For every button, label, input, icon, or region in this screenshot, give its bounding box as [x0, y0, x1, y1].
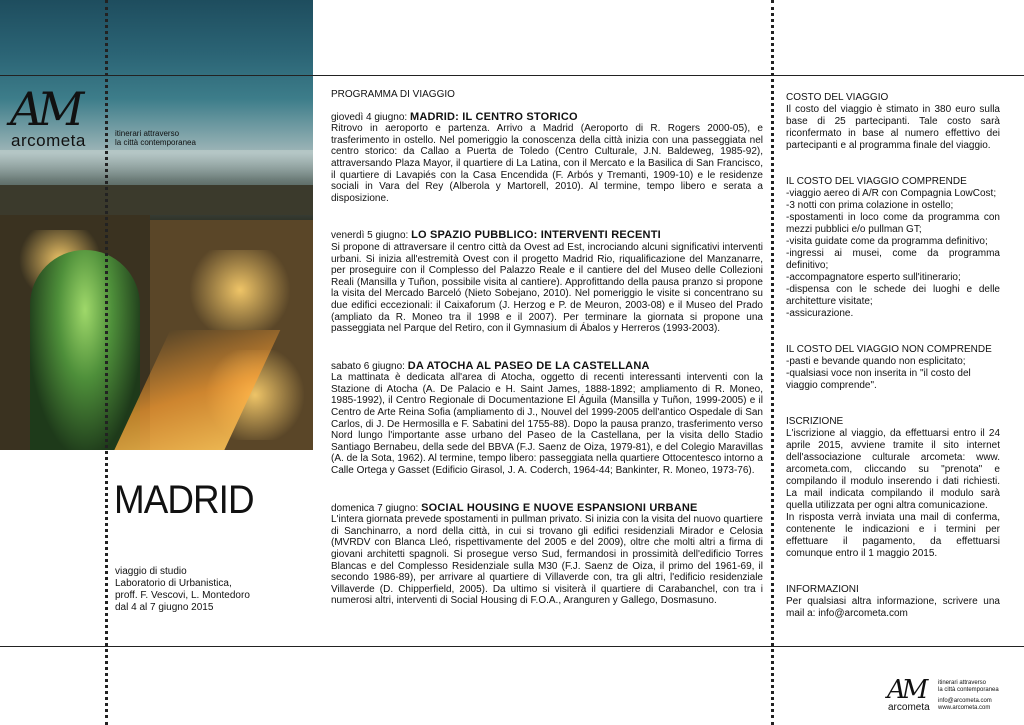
info-text: Per qualsiasi altra informazione, scrivere una mail a: info@arcometa.com [786, 596, 1000, 619]
right-fold-line [771, 0, 774, 725]
day-section [331, 230, 763, 334]
day-date: venerdì 5 giugno: [331, 230, 412, 242]
includes-item: -viaggio aereo di A/R con Compagnia LowCost; [786, 188, 997, 199]
day-section [331, 112, 763, 205]
footer-tagline-line2: la città contemporanea [938, 687, 999, 693]
cost-block [786, 92, 1000, 152]
course-info-line: Laboratorio di Urbanistica, [115, 578, 232, 589]
bottom-rule [0, 646, 1024, 647]
registration-text-2: In risposta verrà inviata una mail di conferma, contenente le indicazioni e i termini per effettuare il pagamento, da effettuarsi comunque entro il 1 maggio 2015. [786, 512, 1000, 559]
cost-text: Il costo del viaggio è stimato in 380 euro sulla base di 25 partecipanti. Tale costo sarà riconfermato in base al numero effettivo dei partecipanti e al programma finale del viaggio. [786, 104, 1000, 151]
includes-title: IL COSTO DEL VIAGGIO COMPRENDE [786, 176, 967, 187]
cover-title: MADRID [114, 478, 254, 522]
includes-item: -visita guidate come da programma definitivo; [786, 236, 988, 247]
day-date: domenica 7 giugno: [331, 502, 422, 514]
arcometa-logo-monogram: AM [10, 82, 79, 136]
info-block [786, 584, 1000, 620]
course-info-line: proff. F. Vescovi, L. Montedoro [115, 590, 250, 601]
logo-tagline-line1: itinerari attraverso [115, 129, 180, 138]
registration-block [786, 416, 1000, 560]
course-info [115, 566, 250, 614]
includes-block [786, 176, 1000, 320]
top-rule [0, 75, 1024, 76]
day-text: L'intera giornata prevede spostamenti in pullman privato. Si inizia con la visita del nuovo quartiere di Sanchinarro, a nord della città, in cui si trovano gli edifici residenziali Mirador e Celosia (MVRDV con Blanca Lleó, rispettivamente del 2005 e del 2009), oltre che molti altri a firma di giovani architetti spagnoli. Si prosegue verso Sud, fermandosi in prossimità dell'edificio Torres Blancas e del Complesso Residenziale sulla M30 (F.J. Saenz de Oiza, il primo del 1961-69, il secondo 1986-89), per arrivare al quartiere di Villaverde con, tra gli altri, l'edificio residenziale Villaverde (D. Chipperfield, 2005). Da ultimo si visiterà il quartiere di Carabanchel, con tra i numerosi altri, interventi di Social Housing di F.O.A., Aranguren y Gallego, Dosmasuno. [331, 514, 763, 607]
includes-item: -3 notti con prima colazione in ostello; [786, 200, 954, 211]
day-section [331, 503, 763, 607]
day-date: sabato 6 giugno: [331, 360, 408, 372]
footer-contact [938, 698, 1018, 712]
day-title: LO SPAZIO PUBBLICO: INTERVENTI RECENTI [411, 229, 661, 242]
day-text: La mattinata è dedicata all'area di Atocha, oggetto di recenti interessanti interventi con la Stazione di Atocha (A. De Palacio e H. Saint James, 1888-1892; ampliamento di R. Moneo, 1985-1992), il Centro Regionale di Documentazione El Águila (Mansilla y Tuñon, 1999-2005) e il Centro de Arte Reina Sofia (ampliamento di J., Nouvel del 1999-2005 dell'antico Ospedale di San Carlos, di J. De Hermosilla e F. Sabatini del 1755-88). Dopo la pausa pranzo, trasferimento verso Nord lungo l'importante asse urbano del Paseo de la Castellana, per la visita dello Stadio Santiago Bernabeu, della sede del BBVA (F.J. Saenz de Oiza, 1979-81), e del Colegio Maravillas (A. de la Sota, 1962). Al termine, tempo libero: passeggiata nella quartiere Ottocentesco intorno a Calle Ortega y Gasset (Edificio Girasol, J. A. Coderch, 1964-44; Bankinter, R. Moneo, 1973-76). [331, 372, 763, 477]
info-column [786, 92, 1000, 644]
cost-title: COSTO DEL VIAGGIO [786, 92, 889, 103]
day-section [331, 361, 763, 477]
excludes-block [786, 344, 1000, 392]
footer-tagline-line1: itinerari attraverso [938, 680, 987, 686]
madrid-city-photo [0, 0, 313, 450]
registration-text: L'iscrizione al viaggio, da effettuarsi entro il 24 aprile 2015, avviene tramite il sito internet dell'associazione culturale arcometa: www. arcometa.com, cliccando su "prenota" e compilando il modulo inserendo i dati richiesti. La mail indicata compilando il modulo sarà quella utilizzata per ogni altra comunicazione. [786, 428, 1000, 511]
excludes-title: IL COSTO DEL VIAGGIO NON COMPRENDE [786, 344, 992, 355]
includes-item: -assicurazione. [786, 308, 854, 319]
course-info-line: viaggio di studio [115, 566, 187, 577]
footer-logo-tagline [938, 680, 1018, 694]
left-fold-line [105, 0, 108, 725]
day-text: Ritrovo in aeroporto e partenza. Arrivo a Madrid (Aeroporto di R. Rogers 2000-05), e trasferimento in ostello. Nel pomeriggio la conoscenza della città inizia con una passeggiata nel centro storico: da Callao a Puerta de Toledo (Centro Culturale, J.N. Baldeweg, 1985-92), attraversando Plaza Mayor, il quartiere di La Latina, con il Mercato e la Basilica di San Francisco, il quartiere di Lavapiés con la Casa Encendida (F. Arbós y Tremanti, 1909-10) e le residenze sociali in Vara del Rey (Alberola y Martorell, 2010). Al termine, tempo libero e serata a disposizione. [331, 123, 763, 204]
footer-logo-name: arcometa [888, 702, 930, 713]
arcometa-logo-name: arcometa [11, 131, 86, 150]
day-text: Si propone di attraversare il centro città da Ovest ad Est, incrociando alcuni significativi interventi urbani. Si inizia all'estremità Ovest con il progetto Madrid Rio, riqualificazione del Manzanarre, per proseguire con il Complesso del Palazzo Reale e il cantiere del del Museo delle Collezioni Reali (Mansilla y Tuñon, possibile visita al cantiere). Approfittando della pausa pranzo si propone la visita del Mercado Barceló (Nieto Sobejano, 2010). Nel pomeriggio le visite si concentrano su due edifici eccezionali: il Caixaforum (J. Herzog e P. de Meuron, 2003-08) e il Museo del Prado (ampliato da R. Moneo tra il 1998 e il 2007). Per terminare la giornata si propone una passeggiata nel Parque del Retiro, con il Gymnasium di Ábalos y Herreros (1993-2003). [331, 241, 763, 335]
includes-item: -spostamenti in loco come da programma con mezzi pubblici e/o pullman GT; [786, 212, 1000, 235]
info-title: INFORMAZIONI [786, 584, 859, 595]
logo-tagline [115, 129, 235, 147]
includes-item: -accompagnatore esperto sull'itinerario; [786, 272, 961, 283]
day-title: MADRID: IL CENTRO STORICO [409, 110, 578, 123]
footer-logo-monogram: AM [887, 675, 925, 705]
day-date: giovedì 4 giugno: [331, 111, 410, 123]
course-info-line: dal 4 al 7 giugno 2015 [115, 602, 214, 613]
program-heading: PROGRAMMA DI VIAGGIO [331, 89, 455, 100]
program-column [331, 89, 763, 633]
includes-item: -ingressi ai musei, come da programma definitivo; [786, 248, 1000, 271]
includes-item: -dispensa con le schede dei luoghi e delle architetture visitate; [786, 284, 1000, 307]
excludes-item: -pasti e bevande quando non esplicitato; [786, 356, 966, 367]
excludes-item: -qualsiasi voce non inserita in "il costo del viaggio comprende". [786, 368, 971, 391]
logo-tagline-line2: la città contemporanea [115, 138, 196, 147]
day-title: DA ATOCHA AL PASEO DE LA CASTELLANA [407, 359, 650, 372]
registration-title: ISCRIZIONE [786, 416, 844, 427]
day-title: SOCIAL HOUSING E NUOVE ESPANSIONI URBANE [421, 501, 698, 514]
footer-email: info@arcometa.com [938, 698, 992, 704]
footer-website: www.arcometa.com [938, 705, 991, 711]
